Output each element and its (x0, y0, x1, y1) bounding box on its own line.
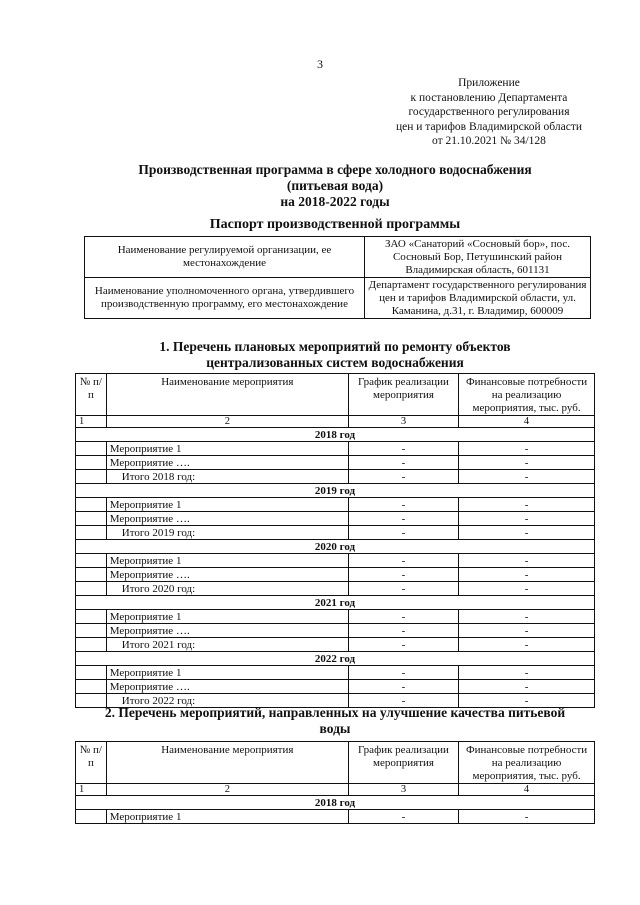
total-label-cell: Итого 2018 год: (106, 470, 348, 484)
appendix-line: от 21.10.2021 № 34/128 (432, 135, 546, 147)
financing-cell: - (459, 568, 595, 582)
schedule-cell: - (348, 810, 458, 824)
header-cell: График реализации мероприятия (348, 374, 458, 416)
table-row (76, 554, 595, 568)
section2-table (75, 741, 595, 824)
financing-cell: - (459, 638, 595, 652)
column-number: 2 (106, 784, 348, 796)
total-row (76, 470, 595, 484)
row-number-cell (76, 554, 107, 568)
year-row (76, 596, 595, 610)
schedule-cell: - (348, 442, 458, 456)
financing-cell: - (459, 694, 595, 708)
activity-name-cell: Мероприятие 1 (106, 554, 348, 568)
row-number-cell (76, 512, 107, 526)
schedule-cell: - (348, 666, 458, 680)
row-number-cell (76, 456, 107, 470)
financing-cell: - (459, 456, 595, 470)
column-number: 3 (348, 416, 458, 428)
financing-cell: - (459, 526, 595, 540)
year-row (76, 484, 595, 498)
schedule-cell: - (348, 694, 458, 708)
schedule-cell: - (348, 554, 458, 568)
passport-label: Наименование уполномоченного органа, утвердившего производственную программу, его местонахождение (85, 278, 365, 319)
year-row (76, 652, 595, 666)
year-cell: 2021 год (76, 596, 595, 610)
total-row (76, 638, 595, 652)
financing-cell: - (459, 582, 595, 596)
activity-name-cell: Мероприятие …. (106, 512, 348, 526)
table-header-row (76, 742, 595, 784)
table-row (76, 498, 595, 512)
total-row (76, 582, 595, 596)
year-cell: 2018 год (76, 428, 595, 442)
appendix-line: цен и тарифов Владимирской области (395, 120, 582, 133)
passport-label: Наименование регулируемой организации, ее местонахождение (85, 237, 365, 278)
financing-cell: - (459, 470, 595, 484)
schedule-cell: - (348, 680, 458, 694)
financing-cell: - (459, 624, 595, 638)
schedule-cell: - (348, 582, 458, 596)
year-cell: 2019 год (76, 484, 595, 498)
table-row (76, 624, 595, 638)
financing-cell: - (459, 680, 595, 694)
activity-name-cell: Мероприятие …. (106, 568, 348, 582)
activity-name-cell: Мероприятие 1 (106, 442, 348, 456)
activity-name-cell: Мероприятие 1 (106, 498, 348, 512)
activity-name-cell: Мероприятие 1 (106, 666, 348, 680)
financing-cell: - (459, 442, 595, 456)
total-label-cell: Итого 2019 год: (106, 526, 348, 540)
schedule-cell: - (348, 624, 458, 638)
column-number: 1 (76, 416, 107, 428)
row-number-cell (76, 638, 107, 652)
activity-name-cell: Мероприятие 1 (106, 610, 348, 624)
appendix-line: государственного регулирования (408, 106, 570, 118)
table-row (76, 512, 595, 526)
schedule-cell: - (348, 456, 458, 470)
activity-name-cell: Мероприятие …. (106, 680, 348, 694)
total-label-cell: Итого 2021 год: (106, 638, 348, 652)
passport-table (84, 236, 591, 319)
row-number-cell (76, 442, 107, 456)
section1-title-line: 1. Перечень плановых мероприятий по ремонту объектов (159, 339, 511, 354)
table-row (76, 680, 595, 694)
row-number-cell (76, 624, 107, 638)
schedule-cell: - (348, 498, 458, 512)
total-label-cell: Итого 2020 год: (106, 582, 348, 596)
header-cell: График реализации мероприятия (348, 742, 458, 784)
document-title (70, 162, 600, 210)
row-number-cell (76, 666, 107, 680)
financing-cell: - (459, 666, 595, 680)
financing-cell: - (459, 498, 595, 512)
year-cell: 2022 год (76, 652, 595, 666)
page-number: 3 (317, 57, 323, 71)
passport-title: Паспорт производственной программы (209, 217, 461, 232)
section1-title (70, 339, 600, 371)
table-header-row (76, 374, 595, 416)
header-cell: Наименование мероприятия (106, 742, 348, 784)
column-number-row (76, 416, 595, 428)
financing-cell: - (459, 554, 595, 568)
row-number-cell (76, 582, 107, 596)
row-number-cell (76, 470, 107, 484)
schedule-cell: - (348, 512, 458, 526)
passport-value: Департамент государственного регулирования цен и тарифов Владимирской области, ул. Каманина, д.31, г. Владимир, 600009 (365, 278, 591, 319)
table-row (76, 810, 595, 824)
appendix-block (396, 76, 582, 149)
row-number-cell (76, 568, 107, 582)
year-cell: 2020 год (76, 540, 595, 554)
header-cell: № п/п (76, 374, 107, 416)
section2-title-line: 2. Перечень мероприятий, направленных на улучшение качества питьевой (104, 705, 566, 720)
column-number: 3 (348, 784, 458, 796)
column-number: 4 (459, 784, 595, 796)
header-cell: Наименование мероприятия (106, 374, 348, 416)
header-cell: № п/п (76, 742, 107, 784)
activity-name-cell: Мероприятие …. (106, 624, 348, 638)
table-row (76, 568, 595, 582)
table-row (76, 456, 595, 470)
total-label-cell: Итого 2022 год: (106, 694, 348, 708)
activity-name-cell: Мероприятие 1 (106, 810, 348, 824)
column-number: 4 (459, 416, 595, 428)
financing-cell: - (459, 610, 595, 624)
schedule-cell: - (348, 470, 458, 484)
table-row (76, 442, 595, 456)
title-line: (питьевая вода) (286, 178, 384, 193)
schedule-cell: - (348, 526, 458, 540)
year-row (76, 428, 595, 442)
section2-title-line: воды (319, 721, 351, 736)
table-row (76, 610, 595, 624)
table-row (85, 278, 591, 319)
financing-cell: - (459, 810, 595, 824)
column-number-row (76, 784, 595, 796)
row-number-cell (76, 680, 107, 694)
total-row (76, 526, 595, 540)
schedule-cell: - (348, 638, 458, 652)
schedule-cell: - (348, 568, 458, 582)
row-number-cell (76, 810, 107, 824)
row-number-cell (76, 498, 107, 512)
year-row (76, 540, 595, 554)
section1-table (75, 373, 595, 708)
title-line: Производственная программа в сфере холодного водоснабжения (138, 162, 532, 177)
section1-title-line: централизованных систем водоснабжения (206, 355, 464, 370)
header-cell: Финансовые потребности на реализацию мероприятия, тыс. руб. (459, 374, 595, 416)
row-number-cell (76, 610, 107, 624)
year-cell: 2018 год (76, 796, 595, 810)
section2-title (70, 705, 600, 737)
title-line: на 2018-2022 годы (280, 194, 390, 209)
table-row (85, 237, 591, 278)
table-row (76, 666, 595, 680)
appendix-line: к постановлению Департамента (410, 91, 568, 104)
year-row (76, 796, 595, 810)
header-cell: Финансовые потребности на реализацию мероприятия, тыс. руб. (459, 742, 595, 784)
column-number: 2 (106, 416, 348, 428)
appendix-line: Приложение (458, 77, 520, 89)
financing-cell: - (459, 512, 595, 526)
passport-value: ЗАО «Санаторий «Сосновый бор», пос. Сосновый Бор, Петушинский район Владимирская область, 601131 (365, 237, 591, 278)
activity-name-cell: Мероприятие …. (106, 456, 348, 470)
schedule-cell: - (348, 610, 458, 624)
column-number: 1 (76, 784, 107, 796)
row-number-cell (76, 526, 107, 540)
